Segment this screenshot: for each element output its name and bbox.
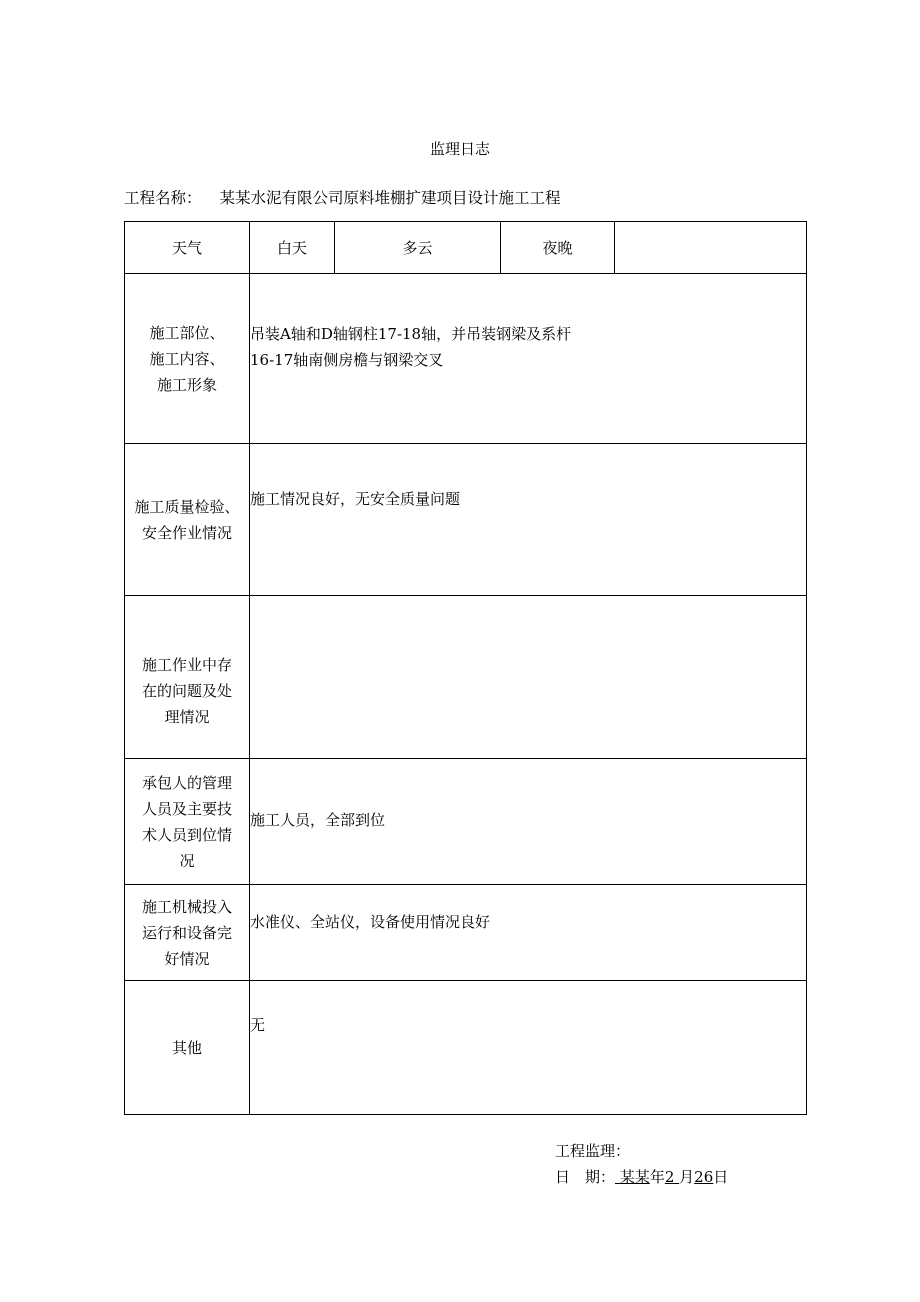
row-content: 无	[250, 981, 807, 1115]
table-row	[125, 274, 807, 444]
night-label: 夜晚	[501, 222, 615, 274]
project-line	[124, 186, 561, 208]
page-title: 监理日志	[429, 140, 490, 158]
weather-label: 天气	[125, 222, 250, 274]
table-row	[125, 759, 807, 885]
row-label: 施工部位、 施工内容、 施工形象	[125, 274, 250, 444]
month-unit: 月	[679, 1168, 695, 1186]
date-month: 2	[664, 1168, 675, 1186]
date-line	[555, 1166, 728, 1187]
row-content: 施工情况良好，无安全质量问题	[250, 444, 807, 596]
project-label: 工程名称：	[124, 189, 202, 207]
row-content	[250, 596, 807, 759]
table-row	[125, 981, 807, 1115]
row-content: 施工人员，全部到位	[250, 759, 807, 885]
day-label: 白天	[250, 222, 335, 274]
row-label: 施工作业中存 在的问题及处 理情况	[125, 596, 250, 759]
date-day: 26	[694, 1168, 714, 1186]
date-year: 某某	[619, 1168, 650, 1186]
day-weather-value: 多云	[335, 222, 501, 274]
row-label: 承包人的管理 人员及主要技 术人员到位情 况	[125, 759, 250, 885]
row-label: 其他	[125, 981, 250, 1115]
table-row	[125, 444, 807, 596]
row-label: 施工质量检验、 安全作业情况	[125, 444, 250, 596]
row-content: 水准仪、全站仪，设备使用情况良好	[250, 885, 807, 981]
supervisor-label: 工程监理：	[555, 1142, 631, 1160]
log-table	[124, 221, 807, 1115]
day-unit: 日	[713, 1168, 729, 1186]
weather-row	[125, 222, 807, 274]
year-unit: 年	[649, 1168, 665, 1186]
row-content: 吊装A轴和D轴钢柱17-18轴，并吊装钢梁及系杆 16-17轴南侧房檐与钢梁交叉	[250, 274, 807, 444]
project-name: 某某水泥有限公司原料堆棚扩建项目设计施工工程	[219, 189, 561, 207]
date-label: 日 期：	[555, 1168, 616, 1186]
row-label: 施工机械投入 运行和设备完 好情况	[125, 885, 250, 981]
supervisor-line	[555, 1140, 630, 1161]
date-month-underline	[665, 1168, 679, 1186]
table-row	[125, 596, 807, 759]
night-weather-value	[615, 222, 807, 274]
table-row	[125, 885, 807, 981]
